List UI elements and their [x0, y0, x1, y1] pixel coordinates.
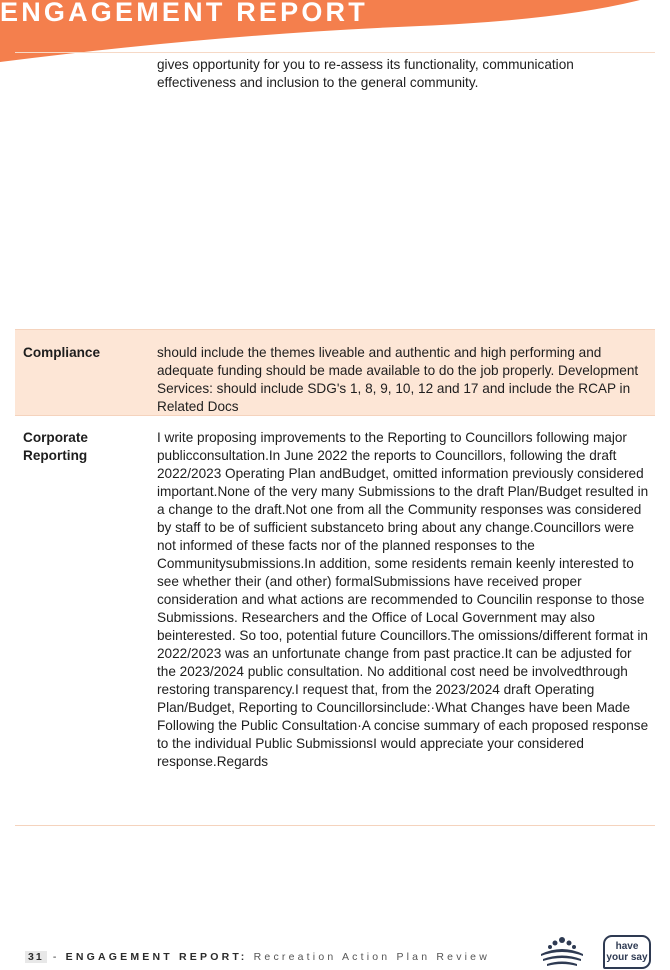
footer-separator: -: [52, 951, 60, 963]
footer-report-name: Recreation Action Plan Review: [253, 951, 491, 963]
table-row-compliance: [15, 329, 655, 416]
intro-paragraph: gives opportunity for you to re-assess its functionality, communication effectiveness and inclusion to the general community.: [157, 57, 574, 90]
council-logo-icon: [533, 934, 591, 970]
row-label: Corporate Reporting: [23, 430, 88, 463]
row-label: Compliance: [23, 345, 101, 360]
table-row-corporate-reporting: [15, 416, 655, 826]
page-number: 31: [25, 951, 47, 963]
footer-report-label: ENGAGEMENT REPORT:: [65, 951, 248, 963]
row-text: I write proposing improvements to the Reporting to Councillors following major publicconsultation.In June 2022 the reports to Councillors, following the draft 2022/2023 Operating Plan andBudget, omitted information previously considered important.None of the very many Submissions to the draft Plan/Budget resulted in a change to the draft.Not one from all the Community responses was considered by staff to be of sufficient substanceto bring about any change.Councillors were not informed of these facts nor of the planned responses to the Communitysubmissions.In addition, some residents remain keenly interested to see whether their (and other) formalSubmissions have received proper consideration and what actions are recommended to Councilin response to those Submissions. Researchers and the Office of Local Government may also beinterested. So too, potential future Councillors.The omissions/different format in 2022/2023 was an unfortunate change from past practice.It can be adjusted for the 2023/2024 public consultation. No additional cost need be involvedthrough restoring transparency.I request that, from the 2023/2024 draft Operating Plan/Budget, Reporting to Councillorsinclude:·What Changes have been Made Following the Public Consultation·A concise summary of each proposed response to the individual Public SubmissionsI would appreciate your considered response.Regards: [157, 430, 649, 769]
divider: [15, 52, 655, 53]
row-text: should include the themes liveable and authentic and high performing and adequate funding should be made available to do the job properly. Development Services: should include SDG's 1, 8, 9, 10, 12 and 17 and include the RCAP in Related Docs: [157, 345, 639, 414]
have-your-say-line2: your say: [606, 952, 648, 963]
page-header-title: ENGAGEMENT REPORT: [0, 0, 368, 27]
have-your-say-logo: [603, 935, 651, 969]
page-footer: [25, 951, 491, 963]
have-your-say-line1: have: [615, 941, 639, 952]
